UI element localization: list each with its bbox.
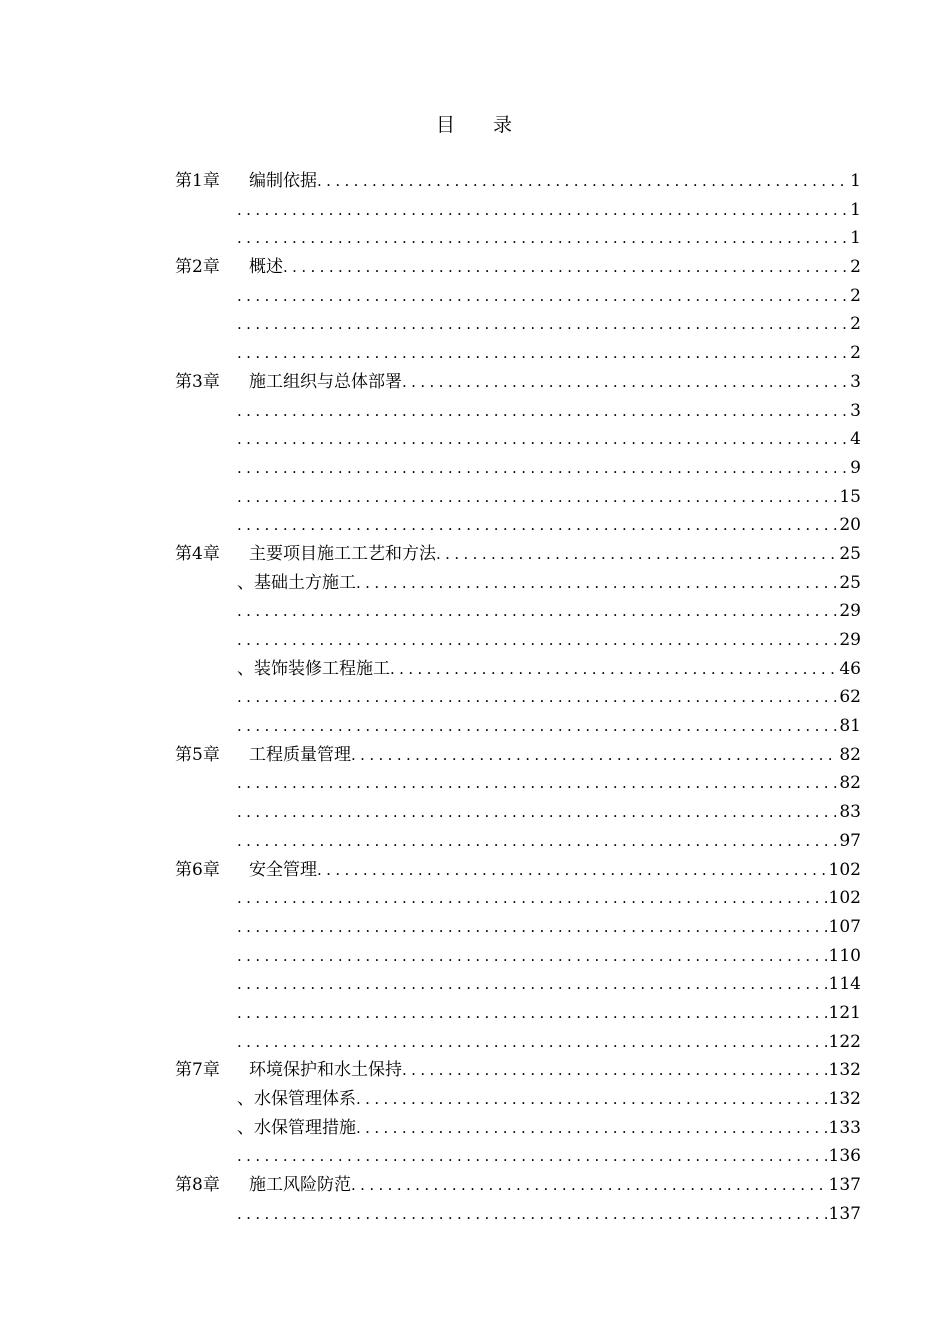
toc-page-number: 81: [839, 716, 861, 737]
toc-sub-entry[interactable]: [175, 970, 861, 999]
toc-page-number: 114: [828, 974, 861, 995]
toc-sub-entry[interactable]: [175, 999, 861, 1028]
toc-dot-leader: [237, 224, 848, 253]
toc-dot-leader: [237, 1028, 827, 1057]
toc-chapter-entry[interactable]: [175, 540, 861, 569]
toc-page-number: 122: [828, 1031, 861, 1052]
toc-entry-label: 施工风险防范: [249, 1175, 351, 1196]
toc-entry-label: 编制依据: [249, 171, 317, 191]
toc-chapter-entry[interactable]: [175, 741, 861, 770]
toc-page-number: 3: [850, 371, 861, 392]
toc-page-number: 46: [839, 658, 861, 679]
toc-page-number: 102: [828, 888, 861, 909]
toc-chapter-number: 第7章: [175, 1060, 220, 1081]
toc-dot-leader: [390, 655, 837, 684]
toc-entry-label: 、水保管理体系: [237, 1089, 356, 1109]
toc-page-number: 136: [828, 1146, 861, 1167]
toc-page-number: 2: [850, 343, 861, 364]
toc-dot-leader: [317, 167, 848, 196]
toc-chapter-number: 第6章: [175, 859, 220, 880]
toc-sub-entry[interactable]: [175, 454, 861, 483]
toc-page-number: 107: [828, 916, 861, 937]
toc-entry-label: 施工组织与总体部署: [249, 371, 402, 392]
toc-entry-label: 、装饰装修工程施工: [237, 658, 390, 679]
toc-page-number: 2: [850, 285, 861, 306]
toc-sub-entry[interactable]: [175, 1114, 861, 1143]
toc-chapter-number: 第8章: [175, 1175, 220, 1196]
toc-dot-leader: [237, 712, 837, 741]
toc-dot-leader: [237, 999, 827, 1028]
toc-dot-leader: [237, 798, 837, 827]
toc-dot-leader: [237, 626, 837, 655]
toc-dot-leader: [317, 856, 827, 885]
toc-dot-leader: [402, 368, 848, 397]
toc-page-number: 121: [828, 1002, 861, 1023]
toc-sub-entry[interactable]: [175, 310, 861, 339]
toc-sub-entry[interactable]: [175, 942, 861, 971]
toc-dot-leader: [237, 769, 837, 798]
toc-dot-leader: [237, 1142, 827, 1171]
toc-sub-entry[interactable]: [175, 339, 861, 368]
toc-page-number: 132: [828, 1060, 861, 1081]
toc-dot-leader: [237, 597, 837, 626]
toc-dot-leader: [351, 1171, 827, 1200]
toc-sub-entry[interactable]: [175, 1085, 861, 1114]
toc-dot-leader: [356, 1085, 827, 1114]
toc-sub-entry[interactable]: [175, 712, 861, 741]
toc-sub-entry[interactable]: [175, 827, 861, 856]
toc-sub-entry[interactable]: [175, 597, 861, 626]
toc-dot-leader: [237, 425, 848, 454]
toc-sub-entry[interactable]: [175, 1142, 861, 1171]
toc-chapter-number: 第2章: [175, 257, 220, 278]
toc-page-number: 3: [850, 400, 861, 421]
toc-page-number: 2: [850, 257, 861, 278]
toc-chapter-entry[interactable]: [175, 368, 861, 397]
toc-page-number: 97: [839, 830, 861, 851]
toc-sub-entry[interactable]: [175, 196, 861, 225]
toc-entry-label: 工程质量管理: [249, 744, 351, 765]
toc-sub-entry[interactable]: [175, 884, 861, 913]
toc-dot-leader: [237, 970, 827, 999]
toc-sub-entry[interactable]: [175, 798, 861, 827]
toc-dot-leader: [237, 942, 827, 971]
toc-dot-leader: [237, 196, 848, 225]
toc-sub-entry[interactable]: [175, 683, 861, 712]
toc-entry-label: 环境保护和水土保持: [249, 1060, 402, 1081]
toc-dot-leader: [237, 683, 837, 712]
toc-sub-entry[interactable]: [175, 397, 861, 426]
toc-dot-leader: [402, 1056, 827, 1085]
toc-sub-entry[interactable]: [175, 1028, 861, 1057]
toc-page-number: 25: [839, 543, 861, 564]
toc-sub-entry[interactable]: [175, 425, 861, 454]
toc-page-number: 20: [839, 515, 861, 536]
toc-page-number: 2: [850, 314, 861, 335]
toc-chapter-number: 第3章: [175, 371, 220, 392]
toc-page-number: 29: [839, 601, 861, 622]
toc-page-number: 1: [850, 228, 861, 249]
toc-page-number: 83: [839, 802, 861, 823]
toc-chapter-entry[interactable]: [175, 856, 861, 885]
title-char-2: 录: [493, 114, 515, 136]
toc-page-number: 62: [839, 687, 861, 708]
toc-chapter-entry[interactable]: [175, 253, 861, 282]
toc-dot-leader: [237, 913, 827, 942]
toc-dot-leader: [237, 483, 837, 512]
toc-dot-leader: [436, 540, 837, 569]
toc-chapter-number: 第1章: [175, 171, 220, 191]
toc-page-number: 132: [828, 1089, 861, 1109]
toc-dot-leader: [237, 397, 848, 426]
toc-page-number: 82: [839, 773, 861, 794]
toc-dot-leader: [351, 741, 837, 770]
toc-sub-entry[interactable]: [175, 913, 861, 942]
toc-chapter-entry[interactable]: [175, 167, 861, 196]
toc-page-number: 110: [828, 945, 861, 966]
toc-page-number: 137: [828, 1203, 861, 1224]
toc-entry-label: 安全管理: [249, 859, 317, 880]
toc-dot-leader: [237, 339, 848, 368]
toc-page-number: 137: [828, 1175, 861, 1196]
title-char-1: 目: [435, 114, 457, 136]
toc-dot-leader: [237, 511, 837, 540]
toc-dot-leader: [237, 884, 827, 913]
toc-page-number: 25: [839, 572, 861, 593]
toc-sub-entry[interactable]: [175, 655, 861, 684]
toc-sub-entry[interactable]: [175, 626, 861, 655]
toc-sub-entry[interactable]: [175, 511, 861, 540]
toc-sub-entry[interactable]: [175, 224, 861, 253]
toc-dot-leader: [356, 1114, 827, 1143]
toc-page-number: 1: [850, 171, 861, 191]
page-title: [0, 110, 950, 137]
toc-page-number: 9: [850, 457, 861, 478]
toc-dot-leader: [237, 827, 837, 856]
toc-chapter-number: 第4章: [175, 543, 220, 564]
toc-page-number: 133: [828, 1117, 861, 1138]
toc-dot-leader: [237, 310, 848, 339]
toc-page-number: 102: [828, 859, 861, 880]
toc-entry-label: 主要项目施工工艺和方法: [249, 543, 436, 564]
toc-dot-leader: [237, 454, 848, 483]
table-of-contents: [175, 167, 861, 1228]
toc-entry-label: 、水保管理措施: [237, 1117, 356, 1138]
toc-page-number: 1: [850, 199, 861, 220]
toc-dot-leader: [356, 569, 837, 598]
toc-page-number: 29: [839, 630, 861, 650]
toc-page-number: 82: [839, 744, 861, 765]
toc-dot-leader: [237, 1200, 827, 1229]
toc-sub-entry[interactable]: [175, 483, 861, 512]
toc-chapter-number: 第5章: [175, 744, 220, 765]
toc-dot-leader: [237, 282, 848, 311]
toc-chapter-entry[interactable]: [175, 1171, 861, 1200]
toc-sub-entry[interactable]: [175, 282, 861, 311]
toc-sub-entry[interactable]: [175, 569, 861, 598]
toc-chapter-entry[interactable]: [175, 1056, 861, 1085]
toc-entry-label: 、基础土方施工: [237, 572, 356, 593]
toc-entry-label: 概述: [249, 257, 283, 278]
toc-sub-entry[interactable]: [175, 769, 861, 798]
toc-sub-entry[interactable]: [175, 1200, 861, 1229]
toc-dot-leader: [283, 253, 848, 282]
toc-page-number: 15: [839, 486, 861, 507]
toc-page-number: 4: [850, 429, 861, 450]
